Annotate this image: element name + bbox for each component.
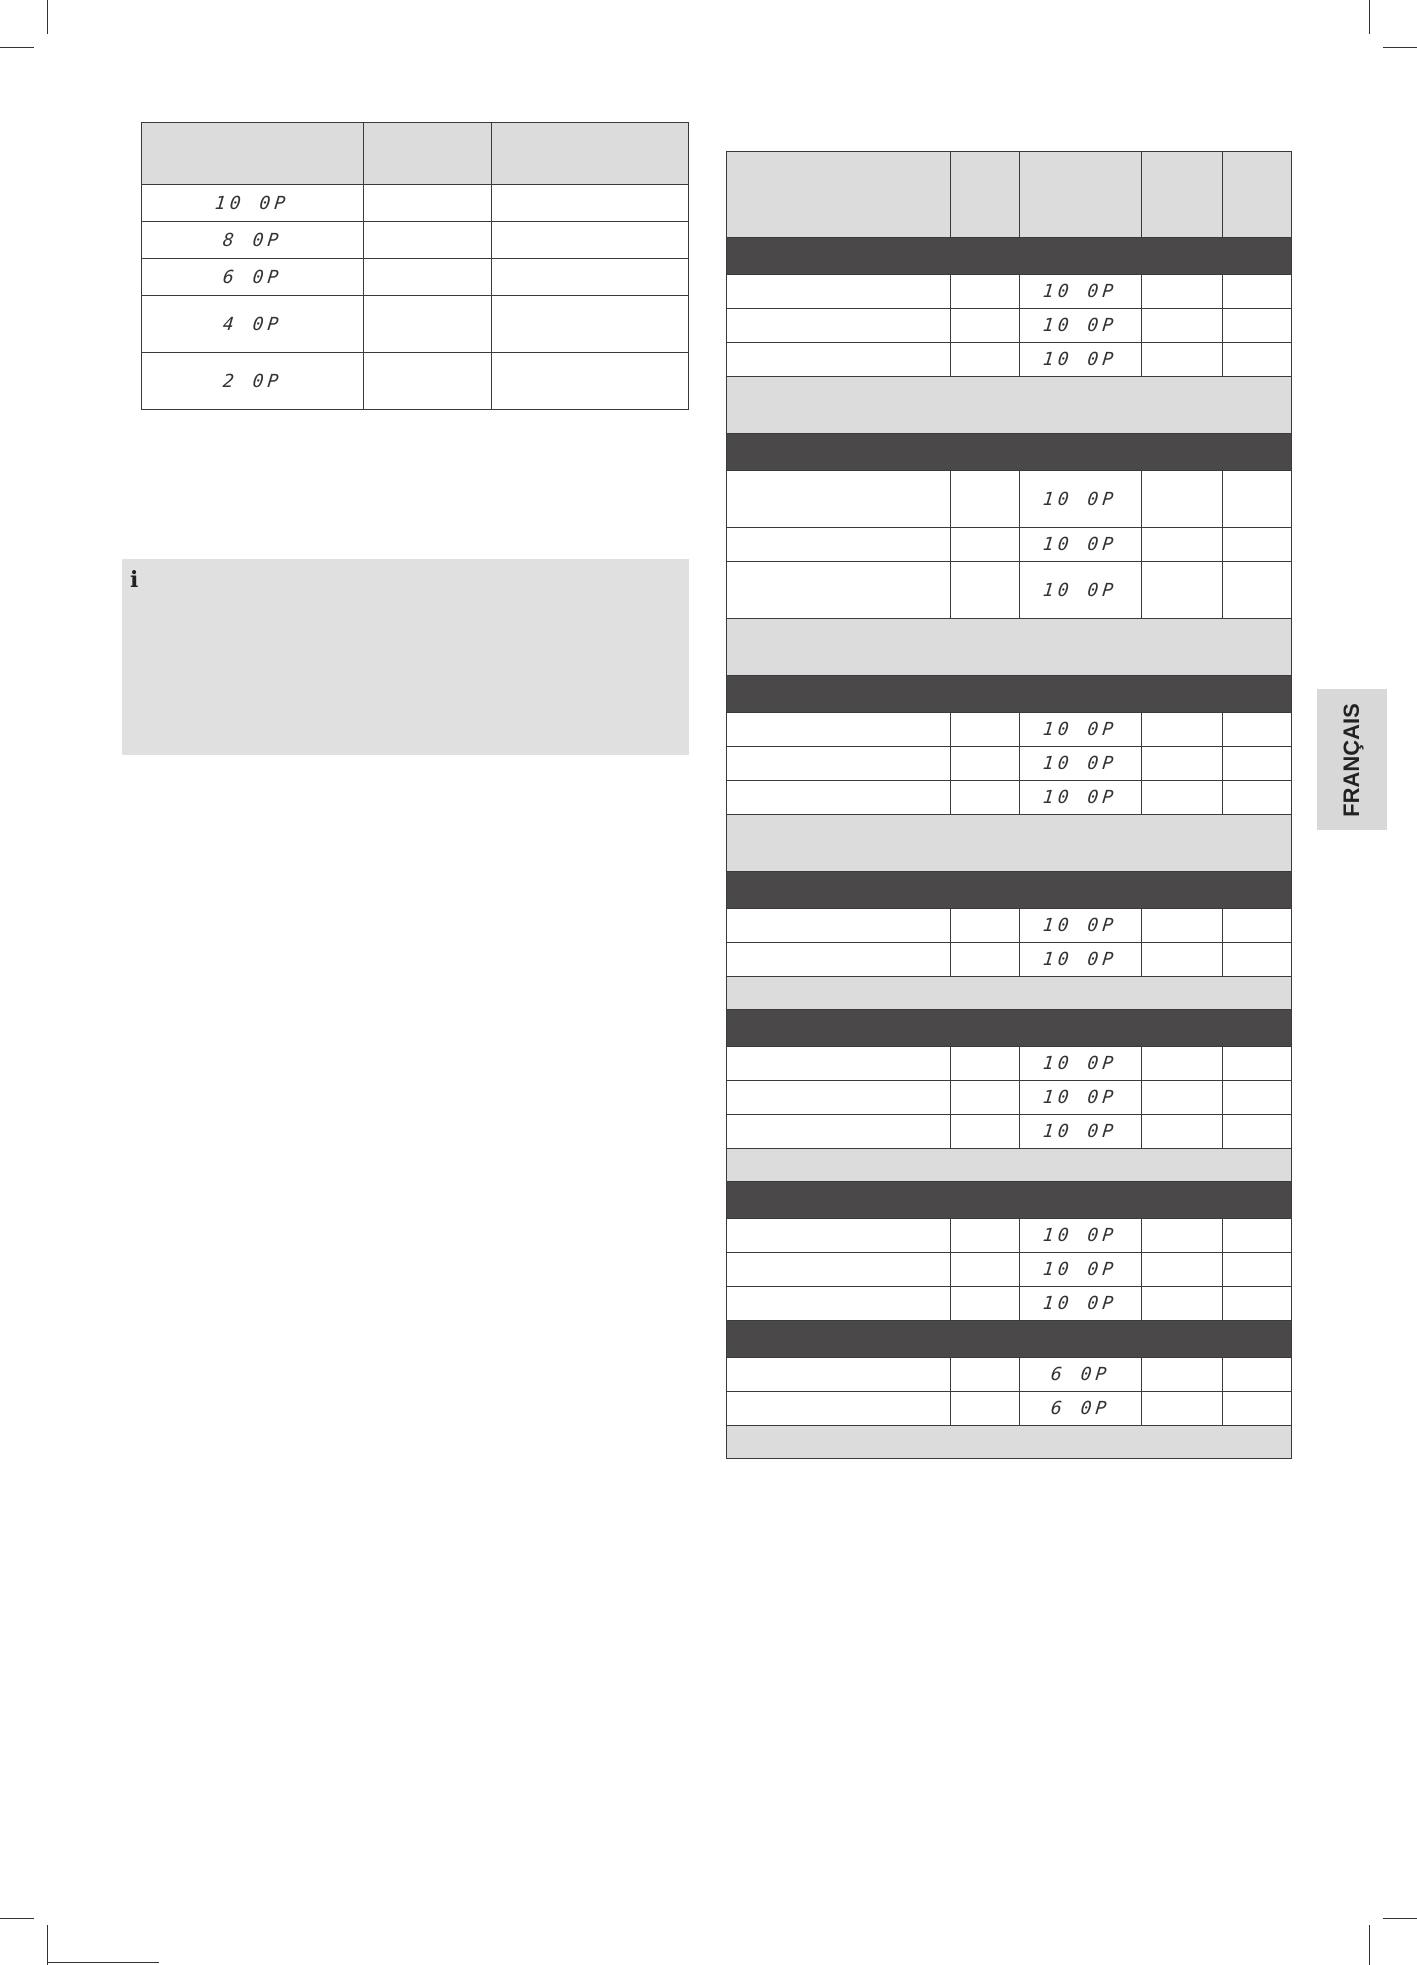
table-cell — [727, 943, 951, 977]
table-cell — [364, 185, 492, 222]
table-row — [142, 296, 689, 353]
table-cell — [1142, 747, 1223, 781]
table-cell — [1142, 1047, 1223, 1081]
table-cell — [951, 1358, 1020, 1392]
table-cell — [1142, 1253, 1223, 1287]
table-row — [727, 1115, 1292, 1149]
table-cell — [1142, 562, 1223, 619]
table-row — [727, 309, 1292, 343]
header-cell — [1142, 152, 1223, 238]
table-cell — [951, 471, 1020, 528]
display-value: 10 0P — [1042, 753, 1119, 774]
table-cell — [1223, 309, 1292, 343]
table-cell — [951, 1219, 1020, 1253]
table-cell — [727, 471, 951, 528]
table-cell — [727, 562, 951, 619]
section-note-band — [727, 619, 1292, 676]
table-cell — [727, 713, 951, 747]
cooking-program-table — [726, 151, 1292, 1459]
table-row — [142, 185, 689, 222]
table-cell — [1142, 1392, 1223, 1426]
table-row — [727, 1047, 1292, 1081]
table-row — [727, 1287, 1292, 1321]
table-cell — [727, 275, 951, 309]
display-cell — [1020, 528, 1142, 562]
section-note-cell — [727, 619, 1292, 676]
header-cell — [492, 123, 689, 185]
header-cell — [727, 152, 951, 238]
section-header-band — [727, 872, 1292, 909]
section-header-band — [727, 1182, 1292, 1219]
table-cell — [1223, 562, 1292, 619]
table-row — [727, 275, 1292, 309]
display-value: 6 0P — [1049, 1364, 1112, 1385]
section-note-band — [727, 815, 1292, 872]
table-cell — [727, 909, 951, 943]
table-cell — [951, 1253, 1020, 1287]
table-row — [727, 943, 1292, 977]
display-value: 10 0P — [1042, 281, 1119, 302]
display-cell — [1020, 309, 1142, 343]
table-cell — [492, 259, 689, 296]
table-cell — [727, 1253, 951, 1287]
display-cell — [1020, 1047, 1142, 1081]
table-cell — [1142, 528, 1223, 562]
header-cell — [1020, 152, 1142, 238]
table-cell — [1142, 943, 1223, 977]
table-cell — [951, 713, 1020, 747]
display-value: 6 0P — [221, 266, 284, 288]
display-cell — [142, 353, 364, 410]
display-value: 10 0P — [1042, 1053, 1119, 1074]
display-value: 10 0P — [214, 192, 291, 214]
crop-mark — [1383, 1918, 1417, 1919]
display-value: 2 0P — [221, 370, 284, 392]
section-note-band — [727, 977, 1292, 1010]
table-cell — [951, 909, 1020, 943]
table-cell — [1142, 1219, 1223, 1253]
display-value: 10 0P — [1042, 579, 1119, 601]
table-cell — [1223, 528, 1292, 562]
table-row — [727, 1392, 1292, 1426]
language-tab-label: FRANÇAIS — [1339, 702, 1365, 817]
table-cell — [727, 309, 951, 343]
table-cell — [727, 1287, 951, 1321]
section-note-band — [727, 1149, 1292, 1182]
table-cell — [727, 1047, 951, 1081]
table-cell — [1223, 1287, 1292, 1321]
table-row — [727, 1081, 1292, 1115]
table-cell — [364, 222, 492, 259]
table-cell — [1142, 275, 1223, 309]
display-value: 10 0P — [1042, 534, 1119, 555]
display-cell — [1020, 781, 1142, 815]
table-cell — [1223, 713, 1292, 747]
display-cell — [1020, 713, 1142, 747]
table-cell — [951, 1081, 1020, 1115]
table-row — [142, 353, 689, 410]
table-cell — [1223, 471, 1292, 528]
table-row — [727, 343, 1292, 377]
table-cell — [1223, 343, 1292, 377]
info-note-box — [122, 559, 689, 755]
table-cell — [727, 1115, 951, 1149]
table-cell — [727, 1081, 951, 1115]
crop-mark — [0, 1918, 34, 1919]
table-row — [142, 222, 689, 259]
section-header-band — [727, 676, 1292, 713]
info-icon: i — [130, 567, 139, 593]
table-cell — [1142, 1358, 1223, 1392]
display-value: 10 0P — [1042, 787, 1119, 808]
table-cell — [727, 747, 951, 781]
section-header-band — [727, 1010, 1292, 1047]
table-row — [727, 528, 1292, 562]
display-cell — [1020, 1219, 1142, 1253]
display-cell — [142, 296, 364, 353]
table-row — [727, 471, 1292, 528]
table-cell — [1142, 309, 1223, 343]
table-row — [727, 747, 1292, 781]
table-header-row — [727, 152, 1292, 238]
table-row — [727, 781, 1292, 815]
footer-rule — [47, 1962, 159, 1963]
table-cell — [1142, 1081, 1223, 1115]
table-row — [727, 1358, 1292, 1392]
table-row — [727, 1253, 1292, 1287]
section-header-cell — [727, 1182, 1292, 1219]
display-value: 10 0P — [1042, 719, 1119, 740]
table-row — [142, 259, 689, 296]
table-cell — [492, 353, 689, 410]
display-cell — [1020, 562, 1142, 619]
table-cell — [951, 528, 1020, 562]
section-header-band — [727, 434, 1292, 471]
crop-mark — [47, 0, 48, 34]
display-value: 4 0P — [221, 313, 284, 335]
display-cell — [1020, 471, 1142, 528]
table-row — [727, 909, 1292, 943]
display-value: 6 0P — [1049, 1398, 1112, 1419]
display-cell — [1020, 1115, 1142, 1149]
table-cell — [951, 747, 1020, 781]
table-cell — [951, 275, 1020, 309]
table-cell — [1223, 1358, 1292, 1392]
display-value: 10 0P — [1042, 488, 1119, 510]
table-cell — [951, 309, 1020, 343]
table-cell — [1223, 1115, 1292, 1149]
language-tab — [1317, 689, 1387, 830]
display-cell — [1020, 1392, 1142, 1426]
table-cell — [492, 222, 689, 259]
table-row — [727, 562, 1292, 619]
section-note-band — [727, 377, 1292, 434]
section-note-cell — [727, 377, 1292, 434]
table-cell — [951, 781, 1020, 815]
table-cell — [364, 353, 492, 410]
section-note-cell — [727, 815, 1292, 872]
table-cell — [1142, 471, 1223, 528]
table-cell — [1142, 781, 1223, 815]
table-cell — [1223, 1081, 1292, 1115]
display-value: 10 0P — [1042, 1293, 1119, 1314]
section-note-cell — [727, 977, 1292, 1010]
table-cell — [1223, 943, 1292, 977]
table-cell — [492, 296, 689, 353]
table-cell — [727, 1392, 951, 1426]
table-cell — [1142, 713, 1223, 747]
table-cell — [1223, 275, 1292, 309]
table-cell — [1223, 1392, 1292, 1426]
display-value: 8 0P — [221, 229, 284, 251]
table-row — [727, 1219, 1292, 1253]
header-cell — [1223, 152, 1292, 238]
table-cell — [1142, 909, 1223, 943]
header-cell — [364, 123, 492, 185]
display-cell — [1020, 275, 1142, 309]
table-row — [727, 713, 1292, 747]
table-header-row — [142, 123, 689, 185]
table-cell — [951, 1115, 1020, 1149]
table-cell — [951, 562, 1020, 619]
display-cell — [1020, 343, 1142, 377]
table-cell — [1142, 1115, 1223, 1149]
crop-mark — [47, 1925, 48, 1965]
crop-mark — [0, 47, 34, 48]
display-cell — [142, 259, 364, 296]
power-level-table — [141, 122, 689, 410]
table-cell — [1223, 781, 1292, 815]
table-cell — [1223, 1219, 1292, 1253]
display-value: 10 0P — [1042, 315, 1119, 336]
table-cell — [727, 343, 951, 377]
header-cell — [951, 152, 1020, 238]
header-cell — [142, 123, 364, 185]
crop-mark — [1369, 1925, 1370, 1965]
crop-mark — [1383, 47, 1417, 48]
display-cell — [142, 222, 364, 259]
section-header-cell — [727, 872, 1292, 909]
display-cell — [1020, 1287, 1142, 1321]
table-cell — [492, 185, 689, 222]
table-cell — [1223, 1253, 1292, 1287]
section-note-band — [727, 1426, 1292, 1459]
display-cell — [1020, 943, 1142, 977]
display-cell — [1020, 747, 1142, 781]
table-cell — [951, 1392, 1020, 1426]
display-value: 10 0P — [1042, 349, 1119, 370]
table-cell — [1223, 1047, 1292, 1081]
table-cell — [727, 528, 951, 562]
table-cell — [1142, 343, 1223, 377]
display-cell — [1020, 909, 1142, 943]
table-cell — [1142, 1287, 1223, 1321]
table-cell — [727, 1219, 951, 1253]
display-value: 10 0P — [1042, 1087, 1119, 1108]
section-header-cell — [727, 238, 1292, 275]
display-value: 10 0P — [1042, 1259, 1119, 1280]
display-value: 10 0P — [1042, 1225, 1119, 1246]
section-header-band — [727, 1321, 1292, 1358]
display-value: 10 0P — [1042, 915, 1119, 936]
table-cell — [364, 259, 492, 296]
crop-mark — [1369, 0, 1370, 34]
table-cell — [727, 781, 951, 815]
section-header-band — [727, 238, 1292, 275]
table-cell — [1223, 909, 1292, 943]
display-cell — [142, 185, 364, 222]
section-note-cell — [727, 1149, 1292, 1182]
display-cell — [1020, 1253, 1142, 1287]
table-cell — [951, 343, 1020, 377]
section-header-cell — [727, 676, 1292, 713]
section-header-cell — [727, 1321, 1292, 1358]
cooking-program-table-body — [727, 152, 1292, 1459]
section-header-cell — [727, 434, 1292, 471]
table-cell — [727, 1358, 951, 1392]
display-value: 10 0P — [1042, 1121, 1119, 1142]
table-cell — [951, 943, 1020, 977]
section-note-cell — [727, 1426, 1292, 1459]
table-cell — [951, 1287, 1020, 1321]
display-cell — [1020, 1081, 1142, 1115]
display-value: 10 0P — [1042, 949, 1119, 970]
table-cell — [364, 296, 492, 353]
table-cell — [1223, 747, 1292, 781]
section-header-cell — [727, 1010, 1292, 1047]
table-cell — [951, 1047, 1020, 1081]
display-cell — [1020, 1358, 1142, 1392]
